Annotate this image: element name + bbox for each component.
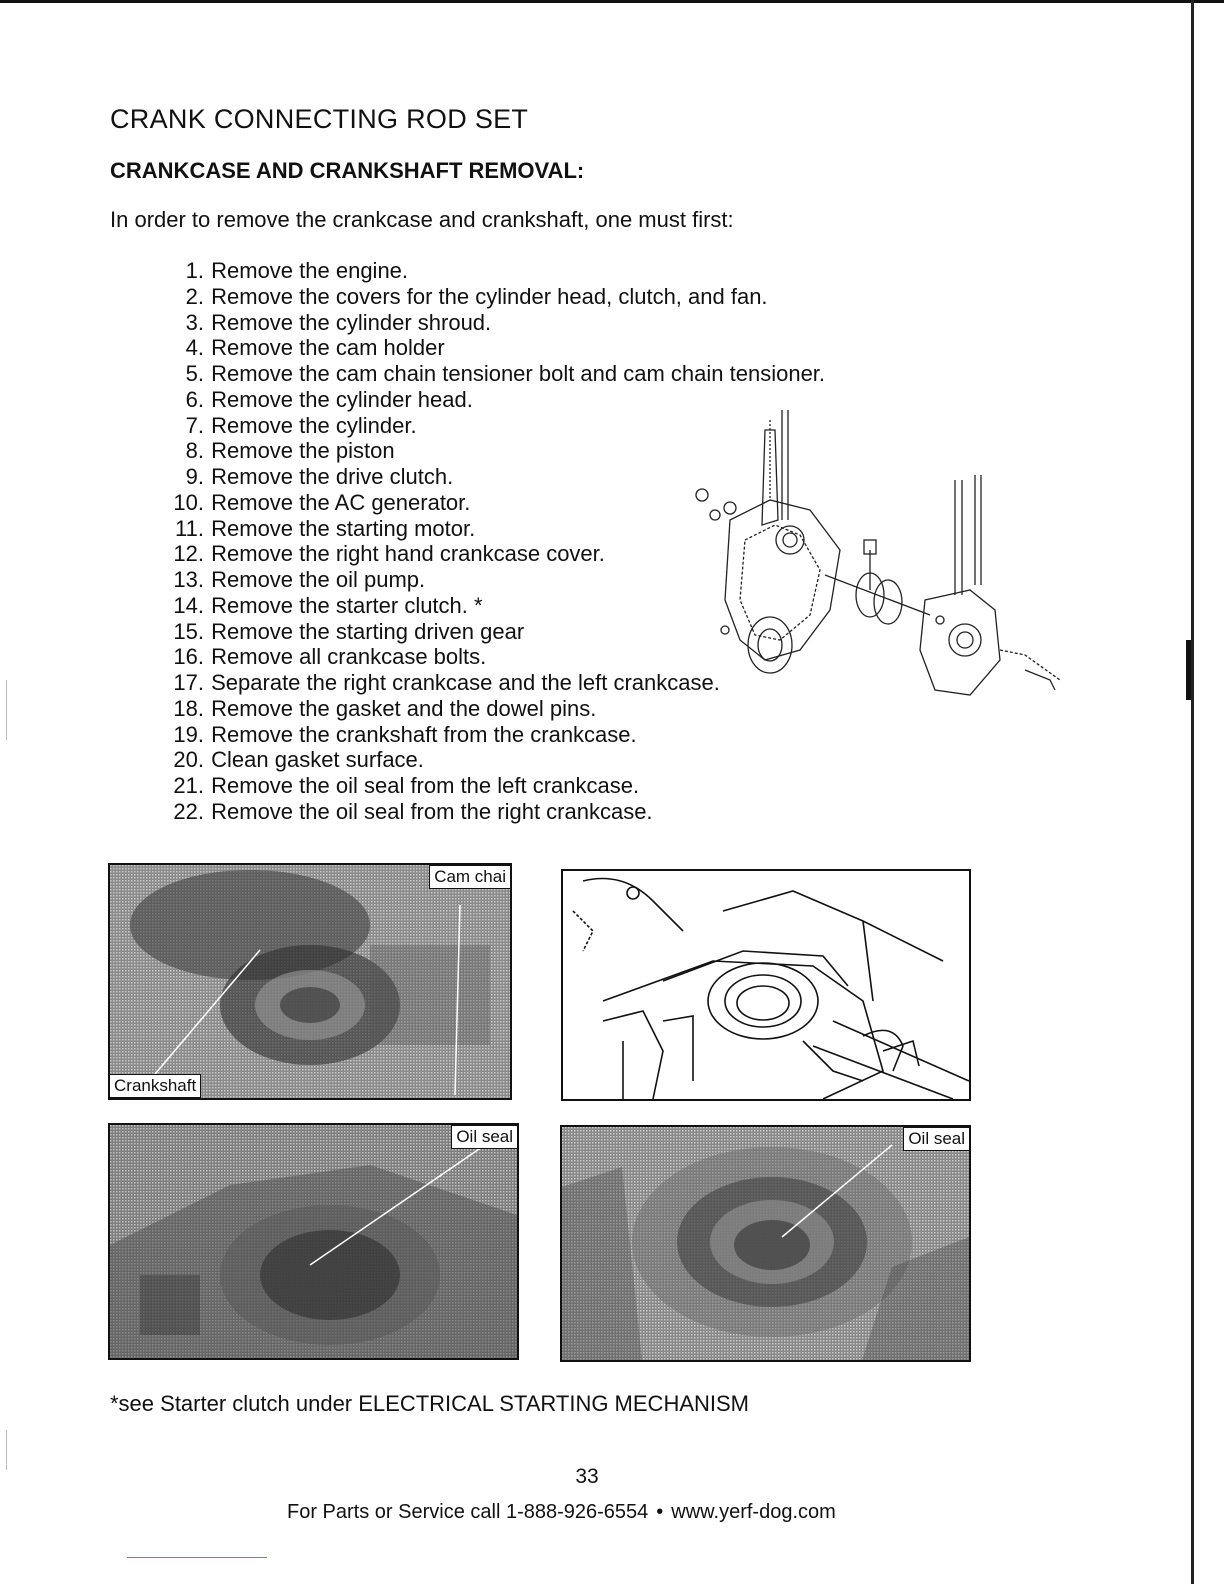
cam-chain-label: Cam chai — [429, 865, 511, 889]
drawing-crankcase-seal — [561, 869, 971, 1101]
intro-text: In order to remove the crankcase and crankshaft, one must first: — [110, 207, 734, 232]
list-item: 16. Remove all crankcase bolts. — [173, 644, 487, 670]
list-item: 12. Remove the right hand crankcase cover. — [173, 541, 605, 567]
list-item: 2. Remove the covers for the cylinder head, clutch, and fan. — [185, 283, 768, 309]
list-item: 1. Remove the engine. — [185, 258, 409, 283]
list-item: 22. Remove the oil seal from the right crankcase. — [173, 798, 653, 824]
footer — [287, 1501, 836, 1524]
photo-oil-seal-right — [560, 1125, 971, 1362]
list-item: 15. Remove the starting driven gear — [173, 618, 525, 644]
photo-crankshaft-cam-chain — [108, 863, 512, 1100]
oil-seal-label: Oil seal — [903, 1127, 970, 1151]
footer-website: www.yerf-dog.com — [671, 1501, 836, 1523]
list-item: 21. Remove the oil seal from the left crankcase. — [173, 773, 640, 798]
list-item: 6. Remove the cylinder head. — [185, 386, 473, 412]
list-item: 17. Separate the right crankcase and the left crankcase. — [173, 670, 720, 695]
crankshaft-label: Crankshaft — [109, 1074, 201, 1098]
list-item: 11. Remove the starting motor. — [175, 515, 476, 541]
oil-seal-label: Oil seal — [451, 1125, 518, 1149]
footnote: *see Starter clutch under ELECTRICAL STARTING MECHANISM — [110, 1391, 749, 1416]
top-border — [0, 0, 1224, 3]
list-item: 18. Remove the gasket and the dowel pins. — [173, 695, 597, 721]
photo-oil-seal-left — [108, 1123, 519, 1360]
list-item: 20. Clean gasket surface. — [173, 747, 424, 773]
list-item: 10. Remove the AC generator. — [173, 489, 471, 515]
exploded-crankcase-diagram — [670, 400, 1070, 710]
list-item: 13. Remove the oil pump. — [173, 567, 426, 592]
list-item: 8. Remove the piston — [185, 438, 395, 464]
footer-phone-text: For Parts or Service call 1-888-926-6554 — [287, 1501, 649, 1523]
page-number: 33 — [575, 1465, 599, 1488]
left-scan-mark — [6, 1430, 7, 1470]
list-item: 4. Remove the cam holder — [185, 335, 445, 361]
list-item: 9. Remove the drive clutch. — [185, 464, 454, 489]
bottom-rule — [127, 1557, 267, 1558]
list-item: 5. Remove the cam chain tensioner bolt and cam chain tensioner. — [185, 361, 826, 386]
list-item: 19. Remove the crankshaft from the crankcase. — [173, 721, 637, 747]
footer-separator: • — [656, 1501, 664, 1523]
page-title: CRANK CONNECTING ROD SET — [110, 104, 529, 134]
list-item: 3. Remove the cylinder shroud. — [185, 309, 492, 335]
left-scan-mark — [6, 680, 7, 740]
right-scan-mark — [1186, 640, 1191, 700]
section-heading: CRANKCASE AND CRANKSHAFT REMOVAL: — [110, 158, 585, 183]
right-scan-edge — [1191, 0, 1194, 1584]
list-item: 14. Remove the starter clutch. * — [173, 592, 483, 618]
list-item: 7. Remove the cylinder. — [185, 412, 417, 438]
